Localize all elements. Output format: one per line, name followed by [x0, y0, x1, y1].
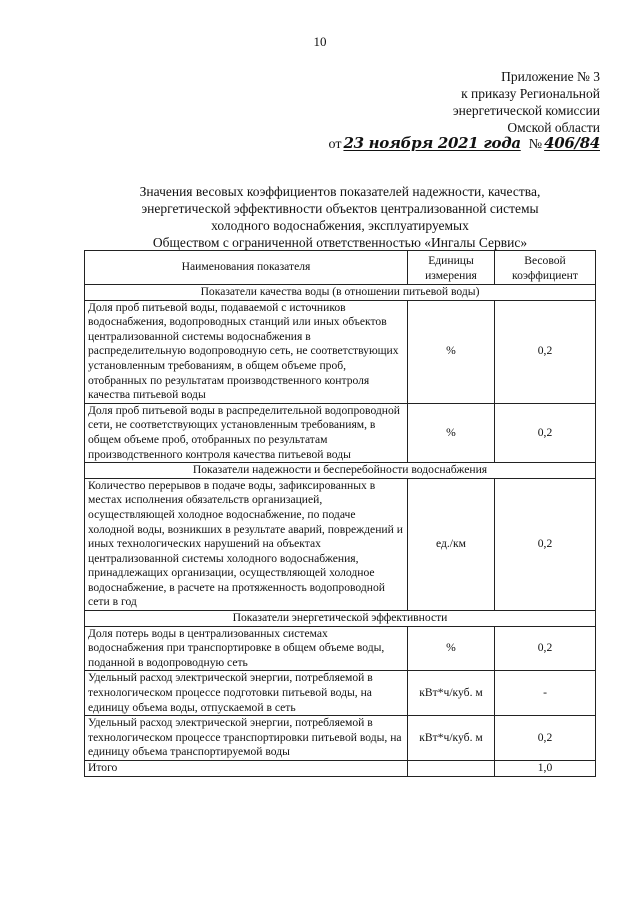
order-date: 23 ноября 2021 года — [343, 134, 521, 152]
header-weight: Весовой коэффициент — [495, 251, 596, 285]
appendix-block — [453, 68, 600, 136]
table-row — [85, 626, 596, 671]
appendix-line: Приложение № 3 — [501, 69, 600, 84]
title-line: Обществом с ограниченной ответственностью «Ингалы Сервис» — [152, 235, 528, 250]
header-name: Наименования показателя — [85, 251, 408, 285]
order-prefix: от — [328, 137, 342, 152]
total-label: Итого — [85, 761, 408, 777]
appendix-line: Омской области — [507, 120, 600, 135]
indicator-unit: кВт*ч/куб. м — [408, 671, 495, 716]
page-number: 10 — [313, 34, 327, 49]
table-row — [85, 300, 596, 403]
table-row — [85, 671, 596, 716]
appendix-line: энергетической комиссии — [452, 103, 600, 118]
section-title: Показатели качества воды (в отношении питьевой воды) — [85, 285, 596, 301]
section-title: Показатели энергетической эффективности — [85, 611, 596, 627]
total-weight: 1,0 — [495, 761, 596, 777]
total-row — [85, 761, 596, 777]
title-line: энергетической эффективности объектов централизованной системы — [141, 201, 539, 216]
title-line: Значения весовых коэффициентов показателей надежности, качества, — [139, 184, 541, 199]
indicators-table — [84, 250, 596, 777]
indicator-name: Удельный расход электрической энергии, потребляемой в технологическом процессе подготовки питьевой воды, на единицу объема воды, отпускаемой в сеть — [85, 671, 408, 716]
indicator-weight: 0,2 — [495, 716, 596, 761]
section-title: Показатели надежности и бесперебойности водоснабжения — [85, 463, 596, 479]
section-row — [85, 463, 596, 479]
header-unit: Единицы измерения — [408, 251, 495, 285]
indicator-weight: - — [495, 671, 596, 716]
indicator-unit: % — [408, 403, 495, 462]
indicator-name: Доля потерь воды в централизованных системах водоснабжения при транспортировке в общем объеме воды, поданной в водопроводную сеть — [85, 626, 408, 671]
indicator-name: Доля проб питьевой воды в распределительной водопроводной сети, не соответствующих установленным требованиям, в общем объеме проб, отобранных по результатам производственного контроля качества питьевой воды — [85, 403, 408, 462]
indicator-weight: 0,2 — [495, 626, 596, 671]
appendix-line: к приказу Региональной — [461, 86, 600, 101]
indicator-name: Доля проб питьевой воды, подаваемой с источников водоснабжения, водопроводных станций или иных объектов централизованной системы водоснабжения в распределительную водопроводную сеть, не соответствующих установленным требованиям, в общем объеме проб, отобранных по результатам производственного контроля качества питьевой воды — [85, 300, 408, 403]
section-row — [85, 611, 596, 627]
indicator-unit: % — [408, 300, 495, 403]
order-number-prefix: № — [528, 137, 543, 152]
total-unit-empty — [408, 761, 495, 777]
indicator-weight: 0,2 — [495, 403, 596, 462]
table-row — [85, 403, 596, 462]
order-number: 406/84 — [544, 134, 600, 152]
order-reference — [329, 134, 601, 153]
indicator-name: Количество перерывов в подаче воды, зафиксированных в местах исполнения обязательств организацией, осуществляющей холодное водоснабжение, по подаче холодной воды, возникших в результате аварий, повреждений и иных технологических нарушений на объектах централизованной системы холодного водоснабжения, принадлежащих организации, осуществляющей холодное водоснабжение, в расчете на протяженность водопроводной сети в год — [85, 478, 408, 610]
document-title — [80, 183, 600, 251]
section-row — [85, 285, 596, 301]
title-line: холодного водоснабжения, эксплуатируемых — [211, 218, 469, 233]
table-row — [85, 478, 596, 610]
indicator-weight: 0,2 — [495, 300, 596, 403]
indicator-name: Удельный расход электрической энергии, потребляемой в технологическом процессе транспортировки питьевой воды, на единицу объема транспортируемой воды — [85, 716, 408, 761]
indicator-unit: % — [408, 626, 495, 671]
indicator-unit: ед./км — [408, 478, 495, 610]
indicator-weight: 0,2 — [495, 478, 596, 610]
header-row — [85, 251, 596, 285]
table-row — [85, 716, 596, 761]
indicator-unit: кВт*ч/куб. м — [408, 716, 495, 761]
